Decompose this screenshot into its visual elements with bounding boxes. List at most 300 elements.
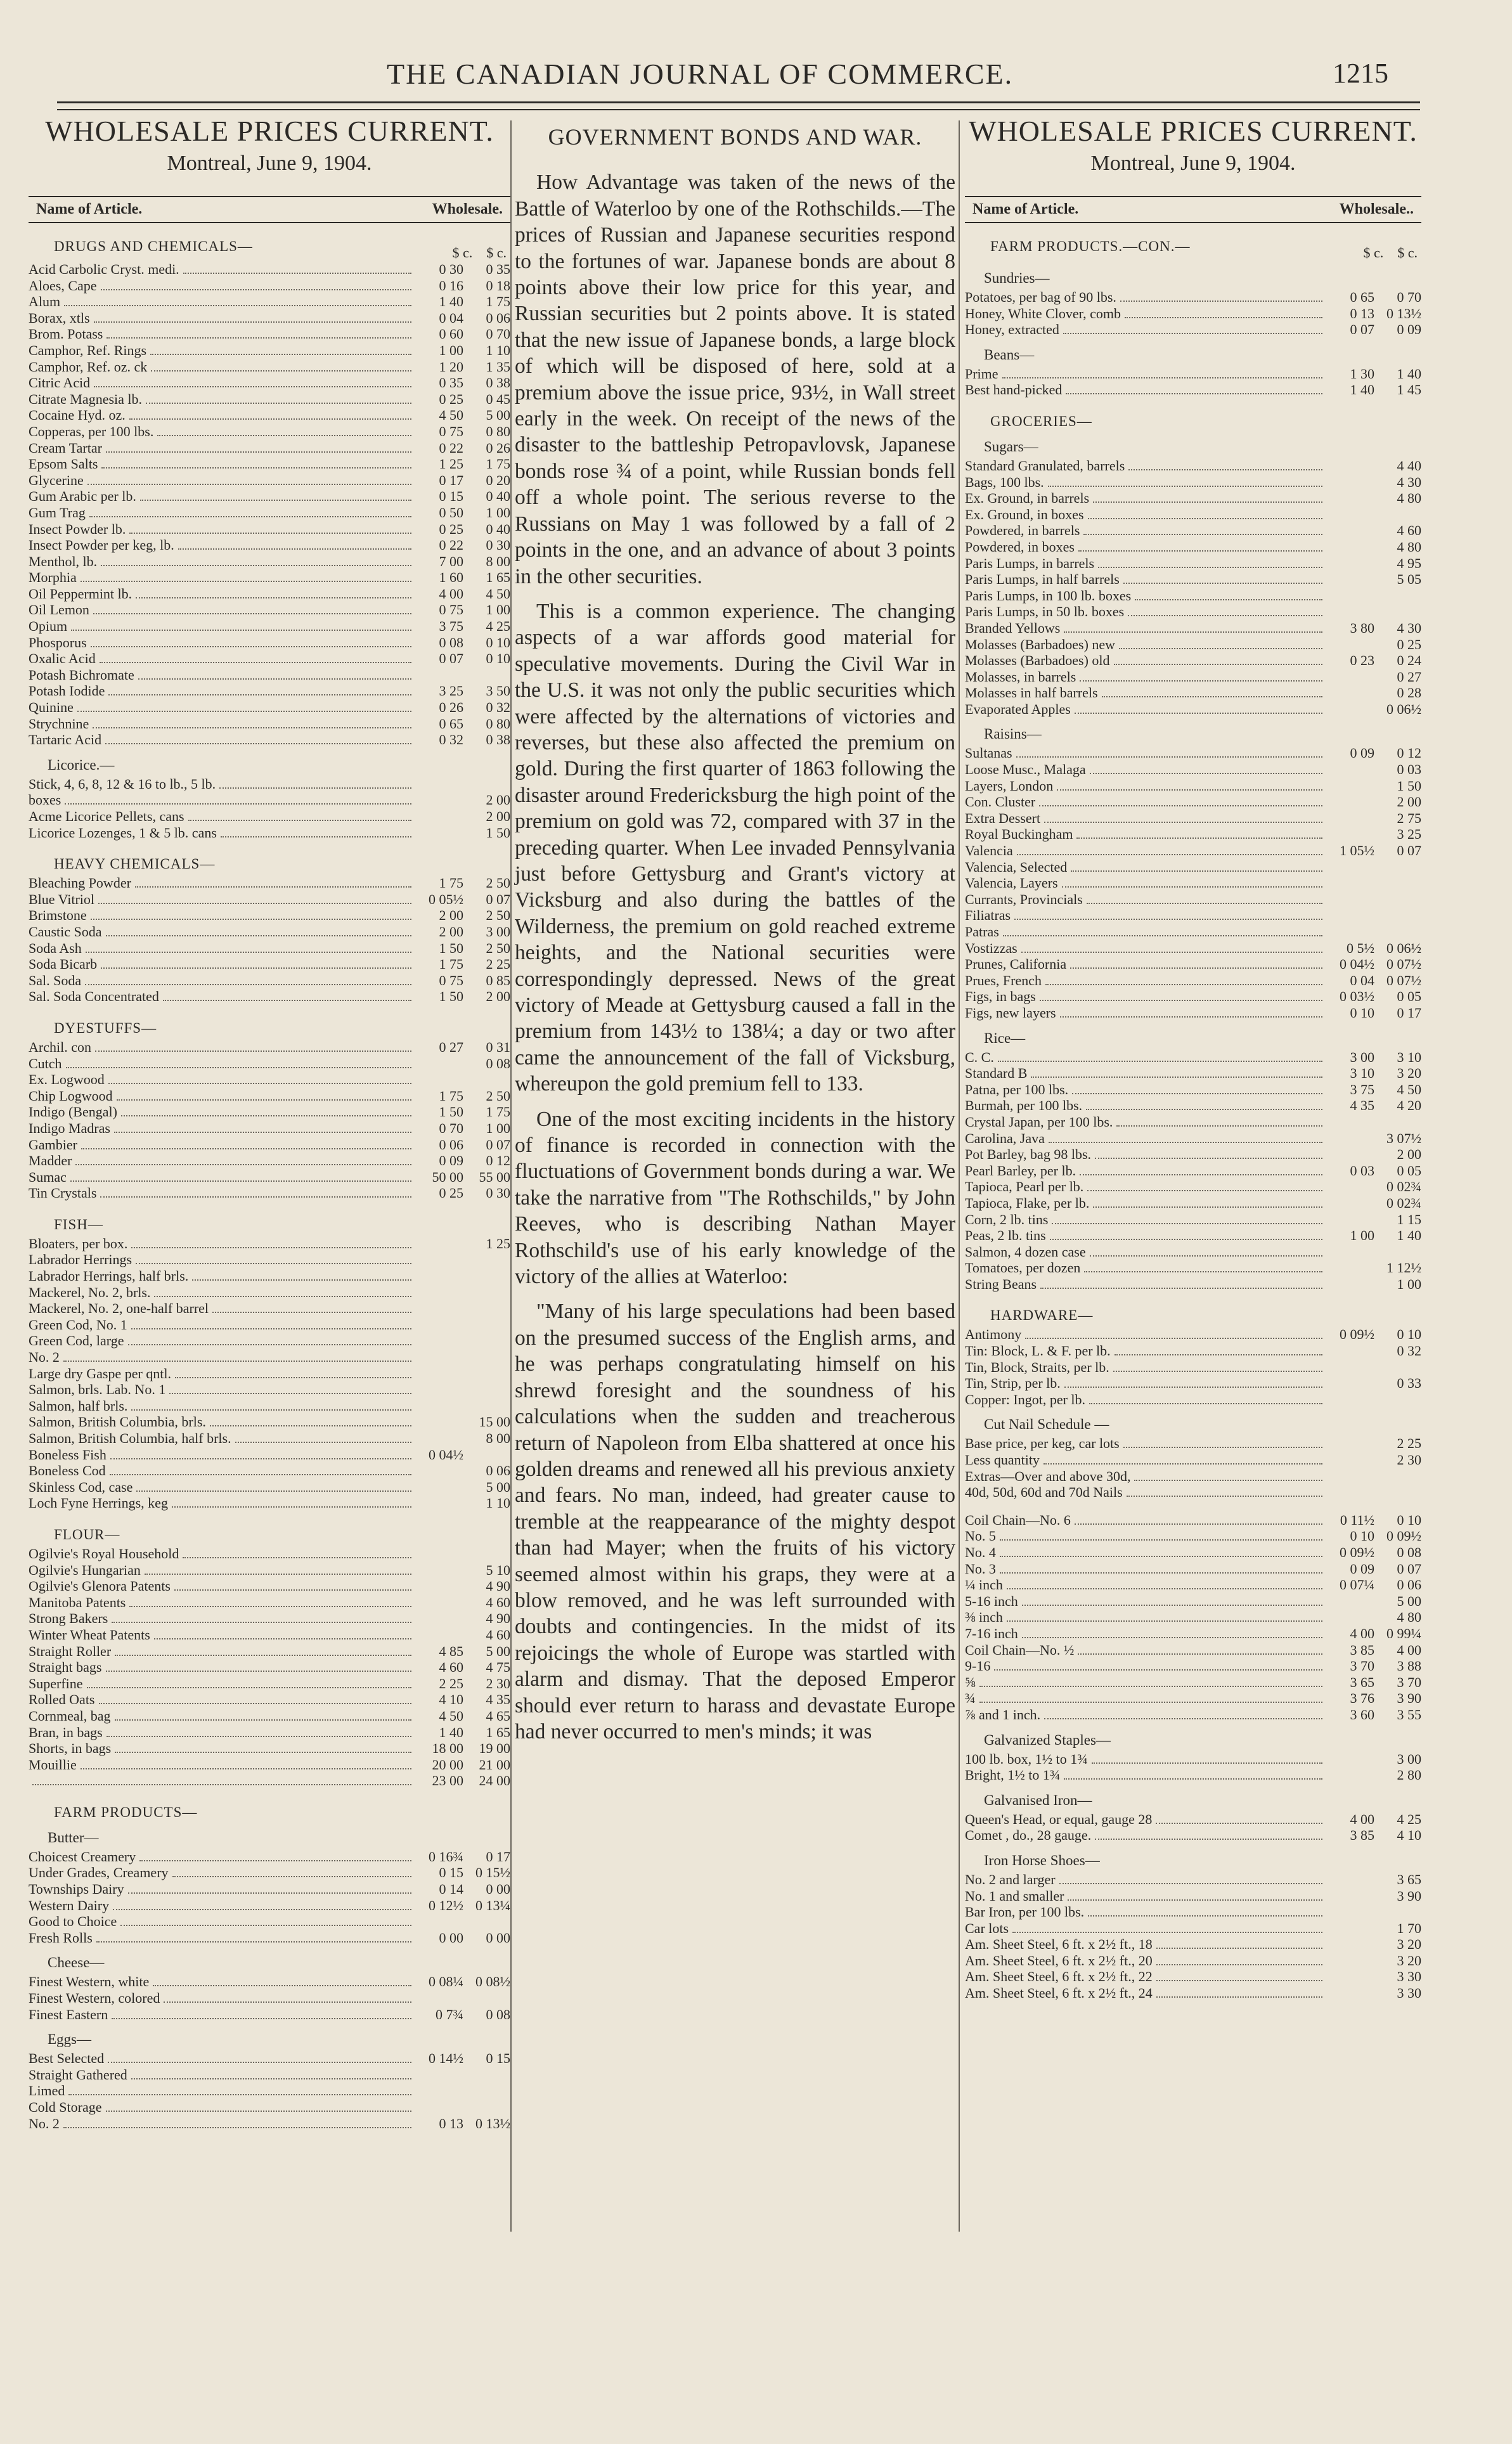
left-column-dateline: Montreal, June 9, 1904. (167, 152, 372, 175)
dot-leader (1017, 845, 1322, 855)
price-row (29, 776, 510, 792)
price-high: 4 10 (1397, 1827, 1421, 1844)
price-range (415, 342, 510, 359)
price-row (29, 1236, 510, 1252)
dot-leader (1016, 747, 1322, 758)
price-row (965, 539, 1421, 555)
price-high: 0 00 (486, 1929, 510, 1946)
price-high: 0 25 (1397, 636, 1421, 652)
price-range (1326, 875, 1421, 891)
price-row (965, 907, 1421, 924)
price-range (415, 586, 510, 602)
price-low: 0 75 (439, 423, 463, 439)
dot-leader (75, 1155, 411, 1165)
price-row (29, 1284, 510, 1301)
price-row (965, 507, 1421, 523)
price-low: 0 15 (439, 488, 463, 505)
subsection-heading: Butter— (48, 1829, 99, 1846)
article-name: Standard Granulated, barrels (965, 457, 1125, 474)
price-low: 0 04½ (429, 1446, 463, 1463)
article-name: Best hand-picked (965, 382, 1063, 398)
price-low: 0 09 (439, 1153, 463, 1169)
price-high: 1 00 (486, 1120, 510, 1136)
price-high: 4 75 (486, 1659, 510, 1676)
dot-leader (1075, 704, 1322, 714)
dot-leader (1064, 1769, 1322, 1780)
price-low: 0 17 (439, 472, 463, 488)
price-high: 0 09½ (1386, 1528, 1421, 1544)
price-range (415, 1740, 510, 1757)
price-range (415, 2067, 510, 2083)
price-high: 1 25 (486, 1235, 510, 1251)
price-low: 0 06 (439, 1136, 463, 1153)
article-name: Layers, London (965, 777, 1054, 794)
article-name: Ogilvie's Glenora Patents (29, 1578, 171, 1594)
price-high: 4 00 (1397, 1641, 1421, 1658)
price-low: 1 00 (439, 342, 463, 358)
article-name: Soda Bicarb (29, 956, 98, 973)
article-title: GOVERNMENT BONDS AND WAR. (548, 124, 922, 150)
dot-leader (1156, 1814, 1322, 1824)
article-name: ¾ (965, 1690, 976, 1707)
price-range (415, 988, 510, 1005)
price-range (415, 1153, 510, 1169)
price-high: 1 15 (1397, 1211, 1421, 1227)
price-high: 0 15½ (475, 1865, 510, 1881)
dot-leader (192, 1270, 411, 1281)
price-row (29, 792, 510, 808)
article-name: Extra Dessert (965, 810, 1041, 826)
price-high: 1 35 (486, 358, 510, 375)
dot-leader (1093, 1198, 1322, 1208)
price-low: 0 04½ (1340, 956, 1374, 973)
price-low: 0 22 (439, 439, 463, 456)
dot-leader (114, 1123, 411, 1133)
price-high: 4 25 (486, 618, 510, 635)
dot-leader (1062, 877, 1322, 888)
price-range (1326, 620, 1421, 637)
dot-leader (153, 1976, 411, 1986)
price-row (29, 456, 510, 472)
price-low: 1 40 (439, 294, 463, 310)
article-name: Am. Sheet Steel, 6 ft. x 2½ ft., 20 (965, 1952, 1153, 1969)
dot-leader (1070, 959, 1322, 969)
article-name: Winter Wheat Patents (29, 1626, 150, 1643)
price-row (29, 1578, 510, 1594)
price-range (1326, 1642, 1421, 1658)
dot-leader (140, 491, 411, 501)
price-high: 1 75 (486, 456, 510, 472)
article-name: Royal Buckingham (965, 826, 1073, 843)
article-name: Tin: Block, L. & F. per lb. (965, 1343, 1111, 1359)
price-row (965, 1674, 1421, 1691)
article-name: 100 lb. box, 1½ to 1¾ (965, 1750, 1088, 1767)
dot-leader (1102, 687, 1322, 697)
price-low: 1 20 (439, 358, 463, 375)
price-low: 0 03 (1350, 1162, 1374, 1179)
price-range (415, 875, 510, 891)
article-name: Figs, in bags (965, 988, 1036, 1005)
article-name: No. 5 (965, 1528, 996, 1544)
price-high: 0 13½ (475, 2115, 510, 2131)
dot-leader (163, 991, 411, 1001)
price-high: 0 31 (486, 1038, 510, 1055)
price-range (1326, 1082, 1421, 1098)
dot-leader (175, 1368, 411, 1378)
dot-leader (87, 1678, 411, 1688)
price-row (29, 973, 510, 989)
price-high: 0 40 (486, 520, 510, 537)
dot-leader (100, 1187, 411, 1198)
price-row (29, 569, 510, 586)
price-range (1326, 1343, 1421, 1359)
dot-leader (1087, 894, 1322, 904)
price-row (965, 1392, 1421, 1408)
dot-leader (1127, 1487, 1322, 1497)
column-divider-left (510, 120, 512, 2232)
article-name: Large dry Gaspe per qntl. (29, 1365, 172, 1381)
price-low: 0 50 (439, 504, 463, 520)
price-row (29, 1251, 510, 1268)
price-low: 1 40 (1350, 382, 1374, 398)
price-row (965, 289, 1421, 306)
price-high: 0 08 (486, 2006, 510, 2022)
article-name: Currants, Provincials (965, 891, 1083, 907)
price-row (29, 1643, 510, 1660)
price-range (1326, 1392, 1421, 1408)
price-row (29, 891, 510, 908)
price-low: 0 07¼ (1340, 1577, 1374, 1593)
price-high: 2 30 (1397, 1452, 1421, 1468)
price-row (29, 1366, 510, 1382)
dot-leader (94, 313, 411, 323)
price-range (415, 1463, 510, 1479)
article-name: Cutch (29, 1055, 62, 1071)
article-name: Citric Acid (29, 375, 91, 391)
price-range (415, 1610, 510, 1627)
price-row (29, 553, 510, 570)
dot-leader (235, 1433, 411, 1443)
article-name: Gambier (29, 1136, 77, 1153)
price-low: 0 11½ (1340, 1511, 1374, 1528)
dot-leader (1021, 943, 1322, 953)
article-name: Under Grades, Creamery (29, 1865, 169, 1881)
article-name: Prunes, California (965, 956, 1067, 973)
price-range (1326, 685, 1421, 701)
dot-leader (1022, 1596, 1322, 1606)
dot-leader (1031, 1068, 1322, 1078)
article-name: ⅞ and 1 inch. (965, 1706, 1041, 1723)
price-range (415, 440, 510, 456)
price-low: 4 35 (1350, 1097, 1374, 1114)
price-range (1326, 973, 1421, 989)
section-heading: FISH— (54, 1216, 103, 1232)
price-range (415, 261, 510, 278)
price-high: 5 10 (486, 1561, 510, 1578)
price-range (1326, 1577, 1421, 1593)
dot-leader (64, 296, 411, 306)
article-name: Sal. Soda Concentrated (29, 988, 159, 1005)
article-name: Copperas, per 100 lbs. (29, 423, 154, 439)
article-name: Oil Lemon (29, 602, 89, 618)
dot-leader (1125, 308, 1322, 318)
article-name: Oxalic Acid (29, 650, 96, 667)
price-range (415, 1284, 510, 1301)
article-name: Cold Storage (29, 2099, 102, 2115)
dot-leader (1045, 975, 1322, 985)
price-row (965, 1049, 1421, 1066)
price-range (415, 1333, 510, 1349)
price-range (415, 907, 510, 924)
dot-leader (108, 685, 411, 695)
price-row (965, 973, 1421, 989)
dot-leader (1156, 1988, 1322, 1998)
price-range (415, 1447, 510, 1463)
article-name: Bright, 1½ to 1¾ (965, 1767, 1061, 1783)
price-row (29, 440, 510, 456)
article-name: Epsom Salts (29, 456, 98, 472)
price-high: 1 65 (486, 569, 510, 586)
dot-leader (183, 264, 411, 274)
price-high: 0 08½ (475, 1974, 510, 1990)
article-name: Best Selected (29, 2050, 105, 2067)
price-high: 0 06 (486, 1463, 510, 1479)
price-row (29, 1773, 510, 1789)
price-row (29, 1676, 510, 1692)
price-range (415, 667, 510, 683)
price-row (965, 555, 1421, 572)
price-high: 0 02¾ (1386, 1179, 1421, 1195)
dot-leader (1040, 1279, 1322, 1289)
article-name: Bran, in bags (29, 1724, 103, 1740)
price-high: 5 00 (1397, 1593, 1421, 1609)
price-range (1326, 1920, 1421, 1937)
price-low: 4 50 (439, 1707, 463, 1724)
price-row (965, 1811, 1421, 1828)
dot-leader (81, 1139, 411, 1149)
price-row (965, 1985, 1421, 2001)
dot-leader (1115, 1345, 1322, 1355)
price-row (965, 859, 1421, 876)
price-high: 5 00 (486, 1478, 510, 1495)
price-row (965, 620, 1421, 637)
price-range (1326, 1468, 1421, 1485)
article-name: Tartaric Acid (29, 732, 102, 748)
price-range (415, 1974, 510, 1990)
article-name: Prime (965, 365, 998, 382)
price-high: 0 07 (1397, 843, 1421, 859)
article-name: Gum Trag (29, 504, 86, 520)
price-range (1326, 1811, 1421, 1828)
price-range (1326, 1751, 1421, 1768)
price-row (29, 294, 510, 310)
price-range (415, 1381, 510, 1398)
price-row (29, 650, 510, 667)
dot-leader (121, 1106, 411, 1116)
article-name: Tapioca, Pearl per lb. (965, 1179, 1084, 1195)
price-range (415, 1691, 510, 1708)
price-range (415, 1414, 510, 1430)
dot-leader (106, 2102, 412, 2112)
dot-leader (1003, 926, 1322, 936)
article-name: Valencia, Selected (965, 858, 1068, 875)
price-row (965, 366, 1421, 382)
price-row (29, 1071, 510, 1088)
price-low: 0 03½ (1340, 988, 1374, 1005)
dot-leader (1156, 1971, 1322, 1981)
price-high: 0 07 (1397, 1560, 1421, 1577)
price-low: 0 32 (439, 732, 463, 748)
price-low: 3 70 (1350, 1658, 1374, 1674)
price-low: 1 40 (439, 1724, 463, 1740)
dot-leader (1059, 1874, 1322, 1884)
price-low: 4 60 (439, 1659, 463, 1676)
article-name: Salmon, British Columbia, brls. (29, 1414, 206, 1430)
article-name: Vostizzas (965, 940, 1018, 956)
price-row (29, 825, 510, 841)
price-low: 3 85 (1350, 1641, 1374, 1658)
price-row (965, 1163, 1421, 1179)
price-row (965, 745, 1421, 761)
dot-leader (219, 779, 411, 789)
article-name: Pearl Barley, per lb. (965, 1162, 1076, 1179)
dot-leader (1049, 1133, 1322, 1143)
dot-leader (89, 507, 411, 517)
price-high: 24 00 (479, 1773, 510, 1789)
right-column-sections (965, 238, 1421, 2001)
price-row (965, 1114, 1421, 1130)
section-heading: HARDWARE— (990, 1307, 1094, 1324)
price-range (415, 1479, 510, 1496)
price-high: 0 05 (1397, 988, 1421, 1005)
price-high: 0 99¼ (1386, 1625, 1421, 1641)
price-range (415, 973, 510, 989)
price-high: 4 35 (486, 1691, 510, 1708)
price-range (1326, 988, 1421, 1005)
journal-title: THE CANADIAN JOURNAL OF COMMERCE. (387, 58, 1014, 90)
dot-leader (1076, 829, 1322, 839)
dot-leader (115, 1743, 411, 1753)
price-row (965, 1751, 1421, 1768)
dot-leader (101, 959, 411, 969)
price-high: 4 40 (1397, 457, 1421, 474)
price-low: 0 12½ (429, 1897, 463, 1913)
price-high: 3 30 (1397, 1985, 1421, 2001)
section-heading: DRUGS AND CHEMICALS— (54, 238, 253, 254)
article-name: Stick, 4, 6, 8, 12 & 16 to lb., 5 lb. (29, 775, 216, 792)
price-row (965, 637, 1421, 653)
dot-leader (1050, 1230, 1322, 1240)
article-name: Salmon, British Columbia, half brls. (29, 1430, 231, 1446)
price-high: 1 12½ (1386, 1260, 1421, 1276)
price-row (965, 604, 1421, 620)
price-range (415, 278, 510, 294)
dot-leader (1000, 1530, 1322, 1541)
dot-leader (138, 669, 411, 680)
price-row (29, 1659, 510, 1676)
article-name: Rolled Oats (29, 1691, 95, 1708)
dot-leader (1022, 1628, 1322, 1638)
price-low: 0 14 (439, 1881, 463, 1898)
price-range (1326, 1609, 1421, 1626)
article-name: Pot Barley, bag 98 lbs. (965, 1146, 1091, 1163)
price-low: 0 09½ (1340, 1326, 1374, 1343)
price-units: $ c. $ c. (452, 245, 507, 261)
price-range (1326, 1484, 1421, 1501)
price-low: 4 00 (439, 585, 463, 602)
article-name: Honey, extracted (965, 321, 1059, 338)
price-row (965, 1468, 1421, 1485)
price-low: 0 13 (439, 2115, 463, 2131)
price-range (415, 1104, 510, 1120)
article-name: String Beans (965, 1276, 1037, 1292)
article-name: Corn, 2 lb. tins (965, 1211, 1049, 1227)
article-name: Western Dairy (29, 1897, 110, 1913)
price-high: 0 40 (486, 488, 510, 505)
price-range (1326, 1326, 1421, 1343)
price-low: 0 16 (439, 277, 463, 294)
dot-leader (154, 1287, 411, 1297)
dot-leader (1068, 1891, 1322, 1901)
article-paragraph: This is a common experience. The changing aspects of a war affords good material for speculative movements. During the Civil War in the U.S. it was not only the public securities which were affected by the alternations of victories and reverses, but these also affected the premium on gold. During the first quarter of 1863 following the disaster around Fredericksburg the high point of the premium on gold was 72, compared with 37 in the preceding quarter. When Lee invaded Pennsylvania just before Gettysburg and Grant's victory at Vicksburg and also during the battles of the Wilderness, the premium on gold reached extreme heights, and the National securities were correspondingly depressed. News of the great victory of Meade at Gettysburg caused a fall in the premium from 143½ to 138¼; a day or two after came the announcement of the fall of Vicksburg, whereupon the gold premium fell to 133. (515, 599, 955, 1096)
price-range (415, 1300, 510, 1317)
price-range (415, 2099, 510, 2116)
price-low: 0 16¾ (429, 1848, 463, 1865)
price-range (415, 1268, 510, 1284)
price-row (965, 810, 1421, 827)
price-high: 0 38 (486, 375, 510, 391)
price-range (1326, 555, 1421, 572)
price-low: 3 75 (1350, 1081, 1374, 1097)
price-range (415, 716, 510, 732)
article-name: Mackerel, No. 2, one-half barrel (29, 1300, 209, 1317)
dot-leader (1095, 1149, 1322, 1159)
dot-leader (1098, 558, 1322, 568)
article-name: Straight Roller (29, 1643, 112, 1659)
price-low: 23 00 (432, 1773, 463, 1789)
article-name: Copper: Ingot, per lb. (965, 1391, 1086, 1407)
article-name: Finest Western, colored (29, 1990, 160, 2007)
dot-leader (1128, 606, 1322, 616)
dot-leader (71, 621, 411, 631)
masthead-rule (57, 101, 1420, 103)
left-column-header (29, 114, 510, 223)
article-name: Tin, Strip, per lb. (965, 1375, 1061, 1392)
price-high: 19 00 (479, 1740, 510, 1757)
article-name: Molasses (Barbadoes) new (965, 636, 1116, 652)
price-low: 0 30 (439, 261, 463, 277)
right-column-heading: WHOLESALE PRICES CURRENT. (969, 115, 1418, 147)
price-low: 1 25 (439, 456, 463, 472)
price-range (415, 553, 510, 570)
price-high: 4 65 (486, 1707, 510, 1724)
dot-leader (99, 1694, 412, 1704)
dot-leader (1083, 525, 1322, 535)
article-name: Carolina, Java (965, 1130, 1045, 1146)
article-name: Mackerel, No. 2, brls. (29, 1284, 151, 1300)
price-row (965, 1658, 1421, 1674)
left-column-names (29, 196, 510, 223)
price-range (415, 699, 510, 716)
price-range (1326, 539, 1421, 555)
dot-leader (1080, 671, 1322, 682)
left-column-sections (29, 238, 510, 2131)
article-name: Tin Crystals (29, 1185, 97, 1201)
price-row (965, 1179, 1421, 1195)
price-range (1326, 1195, 1421, 1212)
price-high: 3 20 (1397, 1936, 1421, 1953)
price-low: 1 50 (439, 940, 463, 956)
